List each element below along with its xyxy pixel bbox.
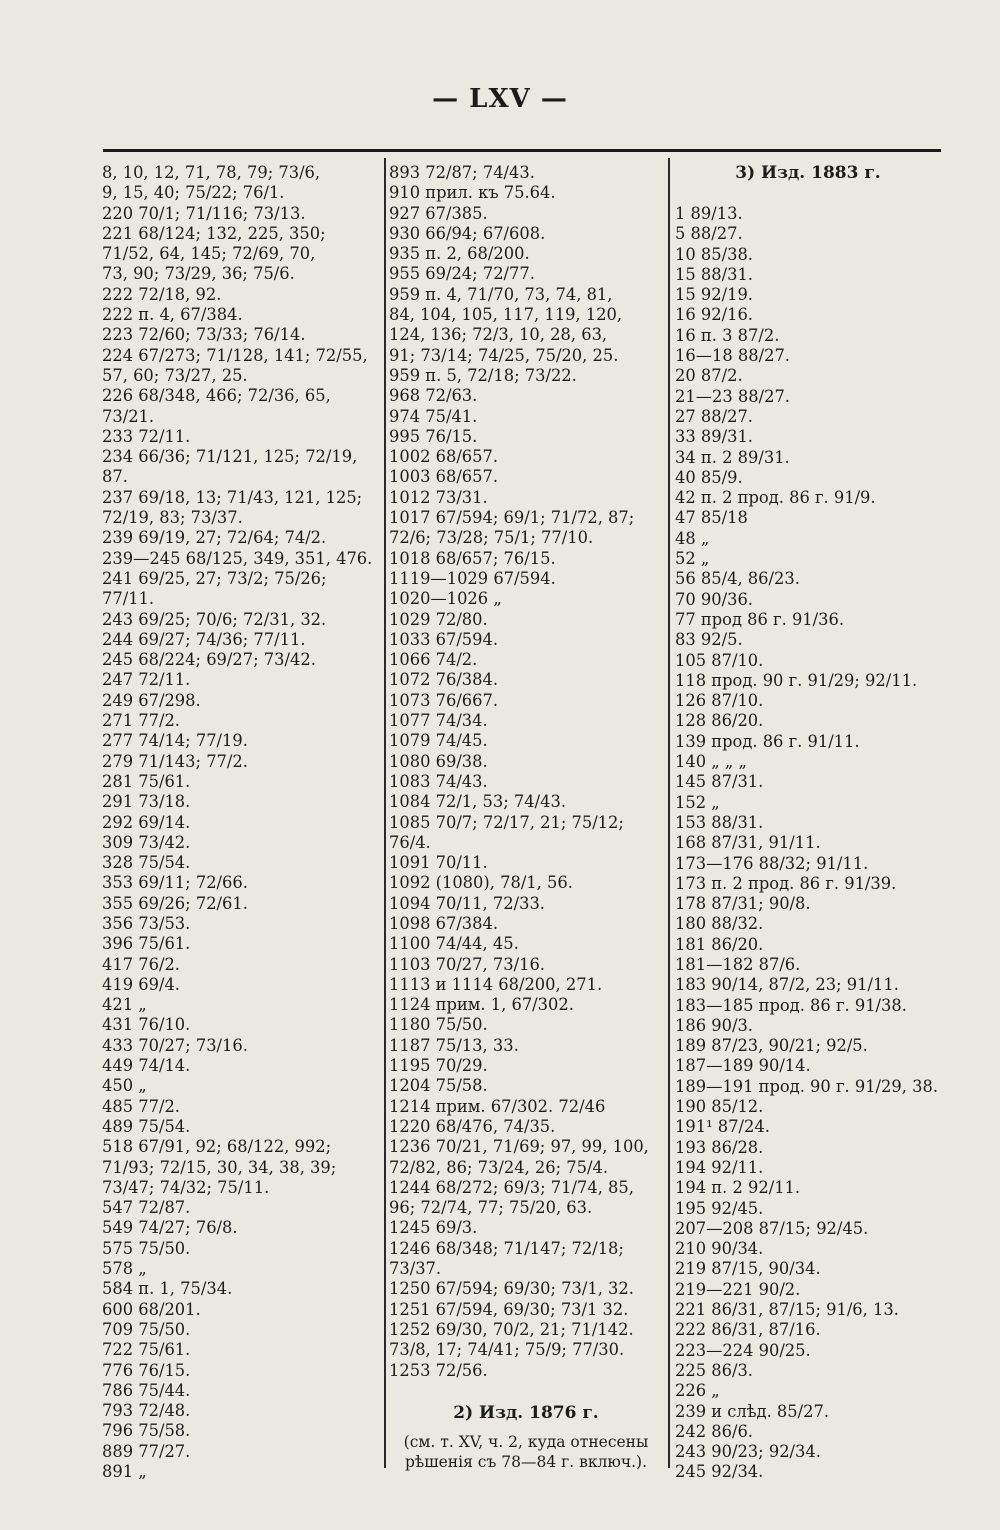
index-entry: 955 69/24; 72/77. xyxy=(389,264,535,284)
index-entry: 83 92/5. xyxy=(675,630,743,650)
index-entry: 105 87/10. xyxy=(675,650,764,670)
index-entry: 271 77/2. xyxy=(102,711,180,731)
index-entry: 1080 69/38. xyxy=(389,751,488,771)
index-entry: 145 87/31. xyxy=(675,772,764,792)
index-entry: 40 85/9. xyxy=(675,467,743,487)
index-entry: 1245 69/3. xyxy=(389,1218,478,1238)
section-heading-1876: 2) Изд. 1876 г. xyxy=(453,1402,599,1423)
index-entry: 73, 90; 73/29, 36; 75/6. xyxy=(102,264,295,284)
index-entry: 118 прод. 90 г. 91/29; 92/11. xyxy=(675,670,918,690)
index-entry: 292 69/14. xyxy=(102,812,191,832)
index-entry: 186 90/3. xyxy=(675,1015,753,1035)
index-entry: 241 69/25, 27; 73/2; 75/26; xyxy=(102,568,327,588)
index-entry: 52 „ xyxy=(675,549,710,569)
index-entry: 889 77/27. xyxy=(102,1441,191,1461)
index-entry: 927 67/385. xyxy=(389,203,488,223)
index-entry: 1018 68/657; 76/15. xyxy=(389,548,556,568)
index-entry: 279 71/143; 77/2. xyxy=(102,751,248,771)
index-entry: 224 67/273; 71/128, 141; 72/55, xyxy=(102,345,368,365)
index-entry: 1002 68/657. xyxy=(389,447,499,467)
index-entry: 433 70/27; 73/16. xyxy=(102,1035,248,1055)
index-entry: 128 86/20. xyxy=(675,711,764,731)
index-entry: 450 „ xyxy=(102,1076,147,1096)
index-entry: 1072 76/384. xyxy=(389,670,499,690)
index-entry: 71/52, 64, 145; 72/69, 70, xyxy=(102,244,316,264)
index-entry: 73/21. xyxy=(102,406,155,426)
index-entry: 210 90/34. xyxy=(675,1239,764,1259)
index-entry: 15 92/19. xyxy=(675,285,753,305)
index-entry: 421 „ xyxy=(102,995,147,1015)
index-entry: 796 75/58. xyxy=(102,1421,191,1441)
index-entry: 239 69/19, 27; 72/64; 74/2. xyxy=(102,528,327,548)
index-entry: 48 „ xyxy=(675,528,710,548)
index-entry: 42 п. 2 прод. 86 г. 91/9. xyxy=(675,488,876,508)
index-entry: 328 75/54. xyxy=(102,853,191,873)
index-entry: 16 92/16. xyxy=(675,305,753,325)
index-entry: 219 87/15, 90/34. xyxy=(675,1259,821,1279)
column-divider xyxy=(384,158,386,1468)
column-left xyxy=(102,163,378,1493)
index-entry: 1195 70/29. xyxy=(389,1056,488,1076)
index-entry: 181 86/20. xyxy=(675,934,764,954)
index-entry: 126 87/10. xyxy=(675,691,764,711)
index-entry: 1100 74/44, 45. xyxy=(389,934,519,954)
index-entry: 355 69/26; 72/61. xyxy=(102,893,248,913)
index-entry: 15 88/31. xyxy=(675,264,753,284)
index-entry: 249 67/298. xyxy=(102,690,201,710)
index-entry: 1098 67/384. xyxy=(389,913,499,933)
index-entry: 226 „ xyxy=(675,1381,720,1401)
index-entry: 968 72/63. xyxy=(389,386,478,406)
index-entry: 70 90/36. xyxy=(675,589,753,609)
index-entry: 1180 75/50. xyxy=(389,1015,488,1035)
index-entry: 220 70/1; 71/116; 73/13. xyxy=(102,203,306,223)
index-entry: 1113 и 1114 68/200, 271. xyxy=(389,974,603,994)
index-entry: 1250 67/594; 69/30; 73/1, 32. xyxy=(389,1279,634,1299)
index-entry: 776 76/15. xyxy=(102,1360,191,1380)
index-entry: 1252 69/30, 70/2, 21; 71/142. xyxy=(389,1319,634,1339)
index-entry: 139 прод. 86 г. 91/11. xyxy=(675,731,860,751)
index-entry: 893 72/87; 74/43. xyxy=(389,163,535,182)
index-entry: 72/19, 83; 73/37. xyxy=(102,508,243,528)
index-entry: 449 74/14. xyxy=(102,1056,191,1076)
index-entry: 57, 60; 73/27, 25. xyxy=(102,365,248,385)
index-entry: 1085 70/7; 72/17, 21; 75/12; xyxy=(389,812,624,832)
column-right xyxy=(675,163,941,1493)
index-entry: 222 86/31, 87/16. xyxy=(675,1320,821,1340)
index-entry: 222 72/18, 92. xyxy=(102,284,222,304)
right-entries xyxy=(675,204,941,1483)
index-entry: 549 74/27; 76/8. xyxy=(102,1218,238,1238)
index-entry: 1066 74/2. xyxy=(389,650,478,670)
index-entry: 221 86/31, 87/15; 91/6, 13. xyxy=(675,1300,899,1320)
index-entry: 178 87/31; 90/8. xyxy=(675,894,811,914)
index-entry: 1084 72/1, 53; 74/43. xyxy=(389,792,566,812)
index-entry: 309 73/42. xyxy=(102,832,191,852)
index-entry: 995 76/15. xyxy=(389,426,478,446)
index-entry: 242 86/6. xyxy=(675,1421,753,1441)
index-entry: 1103 70/27, 73/16. xyxy=(389,954,545,974)
index-entry: 16—18 88/27. xyxy=(675,346,790,366)
index-entry: 935 п. 2, 68/200. xyxy=(389,244,530,264)
index-entry: 34 п. 2 89/31. xyxy=(675,447,790,467)
index-entry: 190 85/12. xyxy=(675,1097,764,1117)
index-entry: 1 89/13. xyxy=(675,204,743,223)
index-entry: 277 74/14; 77/19. xyxy=(102,731,248,751)
middle-entries xyxy=(389,163,663,1381)
index-entry: 793 72/48. xyxy=(102,1401,191,1421)
index-entry: 27 88/27. xyxy=(675,406,753,426)
index-entry: 1124 прим. 1, 67/302. xyxy=(389,995,574,1015)
index-entry: 124, 136; 72/3, 10, 28, 63, xyxy=(389,325,608,345)
index-entry: 1236 70/21, 71/69; 97, 99, 100, xyxy=(389,1137,649,1157)
index-entry: 1214 прим. 67/302. 72/46 xyxy=(389,1096,606,1116)
index-entry: 1073 76/667. xyxy=(389,690,499,710)
index-entry: 930 66/94; 67/608. xyxy=(389,223,546,243)
index-entry: 84, 104, 105, 117, 119, 120, xyxy=(389,305,623,325)
index-entry: 153 88/31. xyxy=(675,812,764,832)
index-entry: 181—182 87/6. xyxy=(675,954,801,974)
index-entry: 20 87/2. xyxy=(675,366,743,386)
index-entry: 183—185 прод. 86 г. 91/38. xyxy=(675,995,907,1015)
page-header: — LXV — xyxy=(432,84,568,114)
index-entry: 1012 73/31. xyxy=(389,487,488,507)
index-entry: 247 72/11. xyxy=(102,670,191,690)
index-entry: 223—224 90/25. xyxy=(675,1340,811,1360)
index-entry: 1029 72/80. xyxy=(389,609,488,629)
column-divider xyxy=(668,158,670,1468)
index-entry: 189 87/23, 90/21; 92/5. xyxy=(675,1036,868,1056)
index-entry: 5 88/27. xyxy=(675,224,743,244)
index-entry: 233 72/11. xyxy=(102,426,191,446)
index-entry: 152 „ xyxy=(675,792,720,812)
index-entry: 239 и слѣд. 85/27. xyxy=(675,1401,830,1421)
index-entry: 1083 74/43. xyxy=(389,771,488,791)
index-entry: 207—208 87/15; 92/45. xyxy=(675,1218,869,1238)
index-entry: 168 87/31, 91/11. xyxy=(675,833,821,853)
column-middle xyxy=(389,163,663,1493)
index-entry: 584 п. 1, 75/34. xyxy=(102,1279,233,1299)
index-entry: 237 69/18, 13; 71/43, 121, 125; xyxy=(102,487,363,507)
top-rule xyxy=(103,149,941,152)
index-entry: 1246 68/348; 71/147; 72/18; xyxy=(389,1238,624,1258)
index-entry: 1092 (1080), 78/1, 56. xyxy=(389,873,573,893)
index-entry: 72/82, 86; 73/24, 26; 75/4. xyxy=(389,1157,609,1177)
index-entry: 221 68/124; 132, 225, 350; xyxy=(102,223,326,243)
index-entry: 222 п. 4, 67/384. xyxy=(102,305,243,325)
index-entry: 87. xyxy=(102,467,128,487)
index-entry: 891 „ xyxy=(102,1462,147,1481)
index-entry: 575 75/50. xyxy=(102,1238,191,1258)
index-entry: 600 68/201. xyxy=(102,1299,201,1319)
index-entry: 10 85/38. xyxy=(675,244,753,264)
index-entry: 1077 74/34. xyxy=(389,711,488,731)
index-entry: 226 68/348, 466; 72/36, 65, xyxy=(102,386,331,406)
index-entry: 431 76/10. xyxy=(102,1015,191,1035)
index-entry: 91; 73/14; 74/25, 75/20, 25. xyxy=(389,345,619,365)
index-entry: 225 86/3. xyxy=(675,1360,753,1380)
index-entry: 1091 70/11. xyxy=(389,853,488,873)
index-entry: 1220 68/476, 74/35. xyxy=(389,1116,556,1136)
index-entry: 1253 72/56. xyxy=(389,1360,488,1380)
index-entry: 173—176 88/32; 91/11. xyxy=(675,853,869,873)
index-entry: 959 п. 5, 72/18; 73/22. xyxy=(389,365,577,385)
index-entry: 245 92/34. xyxy=(675,1462,764,1482)
index-entry: 291 73/18. xyxy=(102,792,191,812)
index-entry: 183 90/14, 87/2, 23; 91/11. xyxy=(675,975,899,995)
index-entry: 173 п. 2 прод. 86 г. 91/39. xyxy=(675,873,897,893)
index-entry: 76/4. xyxy=(389,832,431,852)
index-entry: 489 75/54. xyxy=(102,1116,191,1136)
index-entry: 1251 67/594, 69/30; 73/1 32. xyxy=(389,1299,629,1319)
index-entry: 722 75/61. xyxy=(102,1340,191,1360)
index-entry: 1119—1029 67/594. xyxy=(389,568,556,588)
index-entry: 1003 68/657. xyxy=(389,467,499,487)
index-entry: 417 76/2. xyxy=(102,954,180,974)
index-entry: 47 85/18 xyxy=(675,508,748,528)
index-entry: 194 п. 2 92/11. xyxy=(675,1178,801,1198)
index-entry: 33 89/31. xyxy=(675,427,753,447)
index-entry: 16 п. 3 87/2. xyxy=(675,325,780,345)
index-entry: 910 прил. къ 75.64. xyxy=(389,183,556,203)
index-entry: 974 75/41. xyxy=(389,406,478,426)
index-entry: 73/8, 17; 74/41; 75/9; 77/30. xyxy=(389,1340,625,1360)
index-entry: 193 86/28. xyxy=(675,1137,764,1157)
index-entry: 140 „ „ „ xyxy=(675,752,747,772)
index-entry: 239—245 68/125, 349, 351, 476. xyxy=(102,548,373,568)
index-entry: 1187 75/13, 33. xyxy=(389,1035,519,1055)
section-note-1876: (см. т. XV, ч. 2, куда отнесены рѣшенія съ 78—84 г. включ.). xyxy=(403,1432,649,1471)
index-entry: 96; 72/74, 77; 75/20, 63. xyxy=(389,1198,593,1218)
index-entry: 180 88/32. xyxy=(675,914,764,934)
index-entry: 1017 67/594; 69/1; 71/72, 87; xyxy=(389,508,635,528)
index-entry: 547 72/87. xyxy=(102,1198,191,1218)
index-entry: 1033 67/594. xyxy=(389,629,499,649)
index-entry: 356 73/53. xyxy=(102,913,191,933)
index-entry: 396 75/61. xyxy=(102,934,191,954)
index-entry: 194 92/11. xyxy=(675,1157,764,1177)
index-entry: 419 69/4. xyxy=(102,974,180,994)
index-entry: 709 75/50. xyxy=(102,1319,191,1339)
index-entry: 1204 75/58. xyxy=(389,1076,488,1096)
index-entry: 353 69/11; 72/66. xyxy=(102,873,248,893)
index-entry: 195 92/45. xyxy=(675,1198,764,1218)
index-entry: 71/93; 72/15, 30, 34, 38, 39; xyxy=(102,1157,337,1177)
index-entry: 189—191 прод. 90 г. 91/29, 38. xyxy=(675,1076,938,1096)
section-heading-1883: 3) Изд. 1883 г. xyxy=(735,163,881,183)
index-entry: 243 90/23; 92/34. xyxy=(675,1442,821,1462)
index-entry: 77 прод 86 г. 91/36. xyxy=(675,609,845,629)
index-entry: 1079 74/45. xyxy=(389,731,488,751)
index-entry: 1244 68/272; 69/3; 71/74, 85, xyxy=(389,1177,634,1197)
index-entry: 187—189 90/14. xyxy=(675,1056,811,1076)
index-entry: 21—23 88/27. xyxy=(675,386,790,406)
index-entry: 786 75/44. xyxy=(102,1380,191,1400)
index-entry: 223 72/60; 73/33; 76/14. xyxy=(102,325,306,345)
index-entry: 56 85/4, 86/23. xyxy=(675,569,800,589)
index-entry: 73/37. xyxy=(389,1259,442,1279)
index-entry: 578 „ xyxy=(102,1259,147,1279)
index-entry: 72/6; 73/28; 75/1; 77/10. xyxy=(389,528,594,548)
index-entry: 244 69/27; 74/36; 77/11. xyxy=(102,629,306,649)
index-entry: 191¹ 87/24. xyxy=(675,1117,770,1137)
index-entry: 245 68/224; 69/27; 73/42. xyxy=(102,650,316,670)
index-entry: 243 69/25; 70/6; 72/31, 32. xyxy=(102,609,327,629)
index-entry: 9, 15, 40; 75/22; 76/1. xyxy=(102,183,285,203)
index-entry: 518 67/91, 92; 68/122, 992; xyxy=(102,1137,332,1157)
index-entry: 73/47; 74/32; 75/11. xyxy=(102,1177,270,1197)
index-entry: 959 п. 4, 71/70, 73, 74, 81, xyxy=(389,284,613,304)
index-entry: 1094 70/11, 72/33. xyxy=(389,893,545,913)
index-entry: 485 77/2. xyxy=(102,1096,180,1116)
index-entry: 1020—1026 „ xyxy=(389,589,502,609)
index-entry: 234 66/36; 71/121, 125; 72/19, xyxy=(102,447,358,467)
index-entry: 77/11. xyxy=(102,589,155,609)
index-entry: 219—221 90/2. xyxy=(675,1279,801,1299)
index-entry: 281 75/61. xyxy=(102,771,191,791)
index-entry: 8, 10, 12, 71, 78, 79; 73/6, xyxy=(102,163,321,182)
